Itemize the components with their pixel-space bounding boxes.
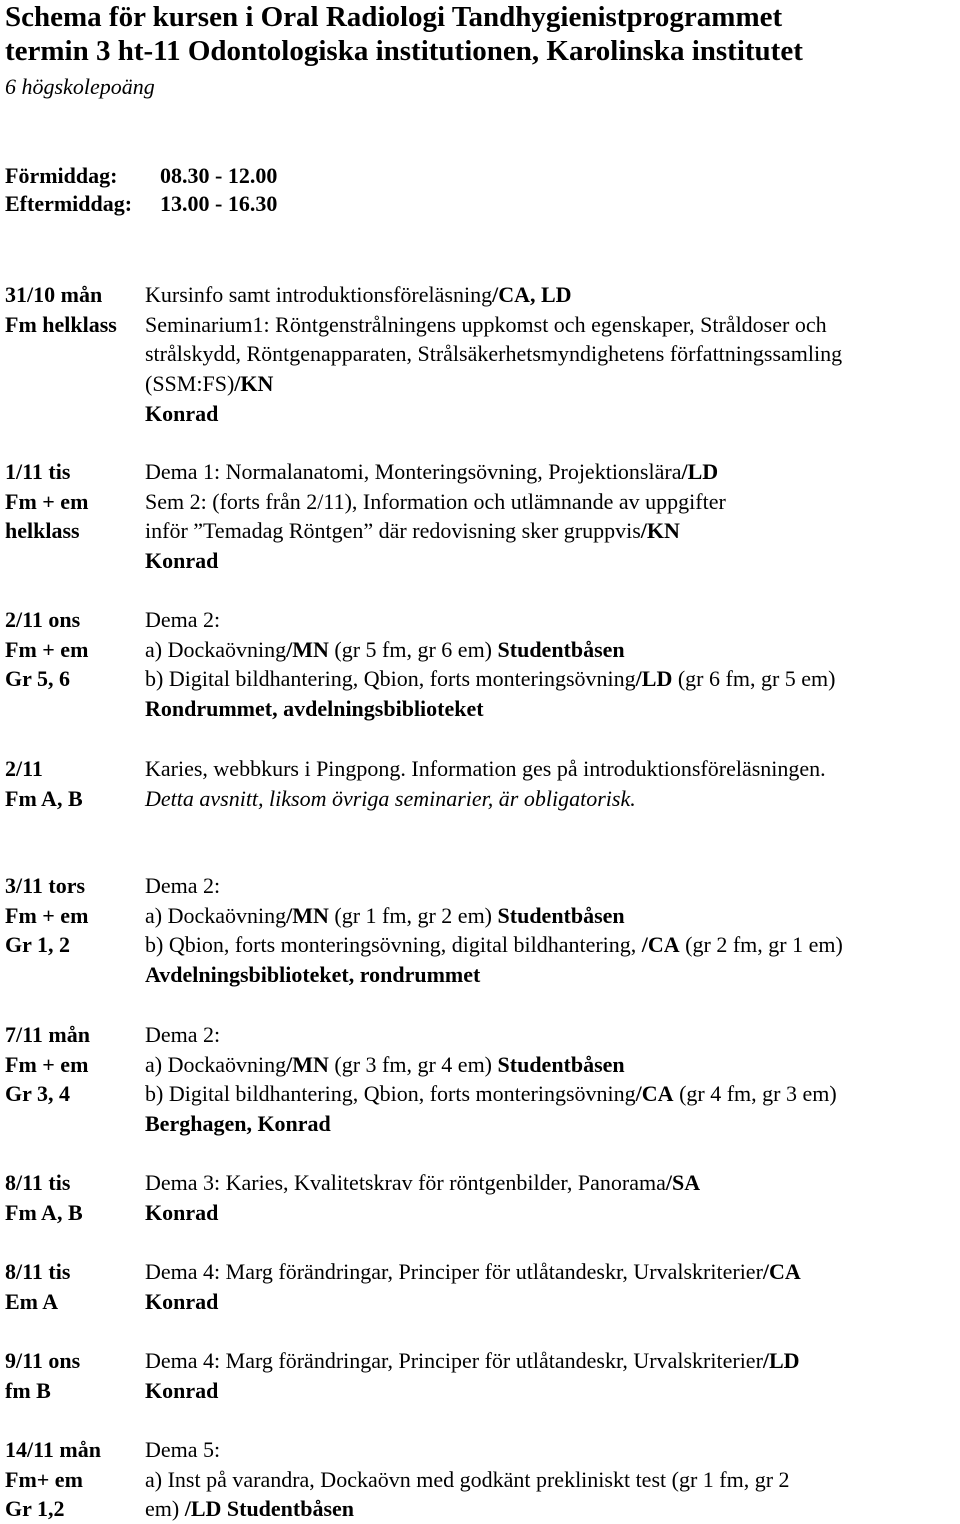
entry-text-segment: /KN [640,518,680,544]
entry-label: helklass [5,518,80,544]
entry-text-segment: Avdelningsbiblioteket, rondrummet [145,962,481,988]
entry-text-segment: Konrad [145,1377,219,1403]
schedule-line [5,754,960,784]
entry-label: Fm+ em [5,1466,83,1492]
entry-label: Gr 1,2 [5,1496,65,1522]
entry-text-segment: /CA [762,1259,801,1284]
schedule-entry [5,457,960,576]
entry-label: 7/11 mån [5,1022,90,1047]
entry-content [145,1050,960,1080]
entry-text-segment: a) Inst på varandra, Dockaövn med godkänt prekliniskt test (gr 1 fm, gr 2 [145,1466,790,1492]
entry-content [145,1287,960,1317]
entry-text-segment: Dema 4: Marg förändringar, Principer för utlåtandeskr, Urvalskriterier [145,1348,763,1373]
entry-content [145,310,960,340]
entry-content [145,1346,960,1376]
entry-text-segment: Karies, webbkurs i Pingpong. Information ges på introduktionsföreläsningen. [145,756,826,781]
entry-text-segment: Rondrummet, avdelningsbiblioteket [145,696,484,722]
entry-content [145,1494,960,1524]
entry-content [145,339,960,369]
entry-label: fm B [5,1377,51,1403]
entry-label: 14/11 mån [5,1437,101,1462]
morning-time: 08.30 - 12.00 [160,163,278,188]
entry-text-segment: Konrad [145,1199,219,1225]
entry-text-segment: /CA [635,1081,674,1107]
entry-text-segment: Konrad [145,400,219,426]
schedule-line [5,280,960,310]
entry-text-segment: Detta avsnitt, liksom övriga seminarier, är obligatorisk. [145,785,636,811]
entry-label: Gr 5, 6 [5,666,70,692]
entry-text-segment: (gr 4 fm, gr 3 em) [673,1081,837,1107]
entry-content [145,546,960,576]
schedule-line [5,1435,960,1465]
entry-text-segment: Dema 4: Marg förändringar, Principer för utlåtandeskr, Urvalskriterier [145,1259,763,1284]
schedule-line [5,487,960,517]
entry-text-segment: /LD [635,666,673,692]
entry-text-segment: /MN [286,636,329,662]
entry-text-segment: /MN [286,902,329,928]
schedule-line [5,960,960,990]
entry-text-segment: Dema 3: Karies, Kvalitetskrav för röntgenbilder, Panorama [145,1170,666,1195]
schedule-line [5,930,960,960]
schedule-entry [5,280,960,428]
afternoon-label: Eftermiddag: [5,191,133,216]
entry-content [145,871,960,901]
schedule-entry [5,1346,960,1405]
schedule-line [5,784,960,814]
entry-text-segment: Dema 2: [145,873,221,898]
entry-text-segment: Sem 2: (forts från 2/11), Information och utlämnande av uppgifter [145,488,726,514]
schedule-line [5,635,960,665]
schedule-line [5,1168,960,1198]
entry-text-segment: a) Dockaövning [145,902,287,928]
entry-text-segment: Studentbåsen [497,636,625,662]
entry-label: 31/10 mån [5,282,103,307]
entry-text-segment: em) [145,1496,185,1522]
entry-text-segment: /KN [234,371,274,397]
entry-label: Gr 1, 2 [5,932,70,958]
entry-text-segment: Dema 5: [145,1437,221,1462]
entry-text-segment: (gr 1 fm, gr 2 em) [328,902,498,928]
entry-content [145,1198,960,1228]
entry-text-segment: (gr 2 fm, gr 1 em) [679,932,843,958]
entry-label: 2/11 [5,756,43,781]
entry-label: 8/11 tis [5,1170,71,1195]
entry-label: Fm + em [5,488,89,514]
entry-text-segment: Seminarium1: Röntgenstrålningens uppkomst och egenskaper, Stråldoser och [145,311,827,337]
entry-text-segment: /CA [641,932,680,958]
entry-text-segment: (SSM:FS) [145,371,235,397]
afternoon-time: 13.00 - 16.30 [160,191,278,216]
entry-text-segment: /MN [286,1051,329,1077]
entry-label: Gr 3, 4 [5,1081,70,1107]
afternoon-time-row [5,190,277,218]
document-title-line-2: termin 3 ht-11 Odontologiska institutionen, Karolinska institutet [5,35,803,67]
schedule-entry [5,1435,960,1524]
schedule-entry [5,871,960,990]
schedule-line [5,901,960,931]
schedule-entry [5,754,960,813]
entry-label: Fm + em [5,636,89,662]
entry-label: 1/11 tis [5,459,71,484]
schedule-line [5,339,960,369]
entry-text-segment: Dema 2: [145,607,221,632]
schedule-entry [5,1020,960,1139]
schedule-line [5,1020,960,1050]
entry-content [145,1465,960,1495]
entry-label: Fm A, B [5,785,83,811]
entry-text-segment: /CA, LD [492,282,572,307]
entry-content [145,1257,960,1287]
entry-content [145,280,960,310]
entry-text-segment: (gr 6 fm, gr 5 em) [672,666,836,692]
entry-text-segment: Berghagen, Konrad [145,1111,331,1137]
entry-content [145,1168,960,1198]
entry-text-segment: strålskydd, Röntgenapparaten, Strålsäkerhetsmyndighetens författningssamling [145,341,843,367]
entry-label: Fm A, B [5,1199,83,1225]
entry-label: 9/11 ons [5,1348,81,1373]
entry-content [145,960,960,990]
entry-content [145,399,960,429]
schedule-line [5,310,960,340]
schedule-line [5,399,960,429]
schedule-entry [5,605,960,724]
entry-text-segment: a) Dockaövning [145,1051,287,1077]
schedule-line [5,694,960,724]
entry-content [145,694,960,724]
entry-label: Fm + em [5,1051,89,1077]
entry-label: Fm + em [5,902,89,928]
entry-text-segment: /LD [681,459,719,484]
schedule-line [5,546,960,576]
schedule-line [5,369,960,399]
entry-text-segment: Kursinfo samt introduktionsföreläsning [145,282,493,307]
entry-text-segment: inför ”Temadag Röntgen” där redovisning sker gruppvis [145,518,641,544]
entry-content [145,1020,960,1050]
schedule-line [5,1109,960,1139]
entry-content [145,1435,960,1465]
entry-content [145,1079,960,1109]
schedule-line [5,605,960,635]
entry-content [145,1376,960,1406]
entry-text-segment: Dema 1: Normalanatomi, Monteringsövning, Projektionslära [145,459,682,484]
entry-text-segment: b) Qbion, forts monteringsövning, digital bildhantering, [145,932,642,958]
entry-content [145,369,960,399]
entry-text-segment: /SA [665,1170,701,1195]
entry-text-segment: (gr 5 fm, gr 6 em) [328,636,498,662]
morning-label: Förmiddag: [5,163,118,188]
entry-text-segment: /LD [762,1348,800,1373]
entry-text-segment: Konrad [145,548,219,574]
entry-content [145,930,960,960]
schedule-line [5,457,960,487]
entry-content [145,664,960,694]
entry-content [145,635,960,665]
schedule-line [5,516,960,546]
entry-content [145,1109,960,1139]
entry-label: Fm helklass [5,311,117,337]
entry-text-segment: /LD Studentbåsen [184,1496,355,1522]
schedule-line [5,1050,960,1080]
schedule-line [5,1494,960,1524]
entry-text-segment: Studentbåsen [497,902,625,928]
entry-text-segment: b) Digital bildhantering, Qbion, forts monteringsövning [145,1081,636,1107]
schedule-line [5,1346,960,1376]
morning-time-row [5,162,277,190]
schedule-line [5,1198,960,1228]
schedule-line [5,1257,960,1287]
entry-label: 8/11 tis [5,1259,71,1284]
schedule-line [5,1465,960,1495]
entry-content [145,516,960,546]
schedule-line [5,1079,960,1109]
entry-content [145,784,960,814]
entry-label: Em A [5,1288,59,1314]
entry-text-segment: b) Digital bildhantering, Qbion, forts monteringsövning [145,666,636,692]
entry-content [145,605,960,635]
schedule-line [5,1376,960,1406]
entry-content [145,487,960,517]
schedule-entry [5,1257,960,1316]
entry-text-segment: (gr 3 fm, gr 4 em) [328,1051,498,1077]
schedule-line [5,664,960,694]
document-title-line-1: Schema för kursen i Oral Radiologi Tandhygienistprogrammet [5,1,783,33]
entry-content [145,754,960,784]
entry-text-segment: Studentbåsen [497,1051,625,1077]
schedule-line [5,871,960,901]
schedule-entry [5,1168,960,1227]
entry-content [145,457,960,487]
entry-text-segment: a) Dockaövning [145,636,287,662]
entry-label: 3/11 tors [5,873,86,898]
entry-text-segment: Konrad [145,1288,219,1314]
entry-text-segment: Dema 2: [145,1022,221,1047]
schedule-line [5,1287,960,1317]
entry-content [145,901,960,931]
entry-label: 2/11 ons [5,607,81,632]
credits-text: 6 högskolepoäng [5,74,155,99]
